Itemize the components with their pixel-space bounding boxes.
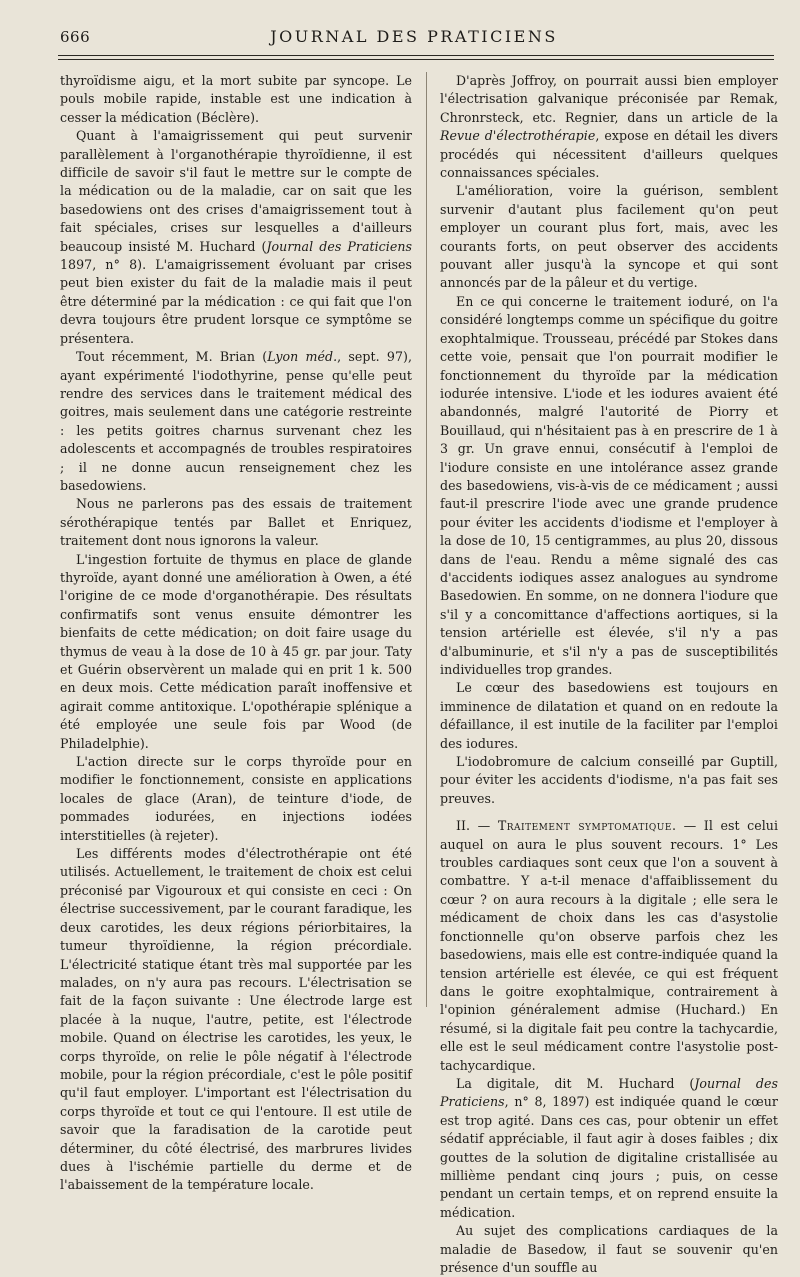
paragraph: thyroïdisme aigu, et la mort subite par syncope. Le pouls mobile rapide, instable est une indication à cesser la médication (Béclère).: [60, 73, 412, 125]
paragraph: Les différents modes d'électrothérapie ont été utilisés. Actuellement, le traitement de choix est celui préconisé par Vigouroux et qui consiste en ceci : On électrise successivement, par le courant faradique, les deux carotides, les deux régions périorbitaires, la tumeur thyroïdienne, la région précordiale. L'électricité statique étant très mal supportée par les malades, on n'y aura pas recours. L'électrisation se fait de la façon suivante : Une électrode large est placée à la nuque, l'autre, petite, est l'électrode mobile. Quand on électrise les carotides, les yeux, le corps thyroïde, on relie le pôle négatif à l'électrode mobile, pour la région précordiale, c'est le pôle positif qu'il faut employer. L'important est l'électrisation du corps thyroïde et tout ce qui l'entoure. Il est utile de savoir que la faradisation de la carotide peut déterminer, du côté électrisé, des marbrures livides dues à l'ischémie partielle du derme et de l'abaissement de la température locale.: [60, 846, 412, 1193]
paragraph: L'amélioration, voire la guérison, semblent survenir d'autant plus facilement qu'on peut employer un courant plus fort, mais, avec les courants forts, on peut observer des accidents pouvant aller jusqu'à la syncope et qui sont annoncés par de la pâleur et du vertige.: [440, 183, 778, 291]
paragraph: Le cœur des basedowiens est toujours en imminence de dilatation et quand on en redoute la défaillance, il est inutile de la faciliter par l'emploi des iodures.: [440, 680, 778, 751]
citation: Lyon méd.: [267, 349, 338, 365]
paragraph: D'après Joffroy, on pourrait aussi bien employer l'électrisation galvanique préconisée par Remak, Chronrsteck, etc. Regnier, dans un article de la Revue d'électrothérapie, expose en détail les divers procédés qui nécessitent d'ailleurs quelques connaissances spéciales.: [440, 73, 778, 181]
page-header: [58, 24, 770, 48]
citation: Revue d'électrothérapie: [440, 128, 596, 144]
paragraph: La digitale, dit M. Huchard (Journal des Praticiens, n° 8, 1897) est indiquée quand le cœur est trop agité. Dans ces cas, pour obtenir un effet sédatif appréciable, il faut agir à doses faibles ; dix gouttes de la solution de digitaline cristallisée au millième pendant cinq jours ; puis, on cesse pendant un certain temps, et on reprend ensuite la médication.: [440, 1075, 778, 1220]
page-number: 666: [60, 28, 91, 46]
section-paragraph: II. — Traitement symptomatique. — Il est celui auquel on aura le plus souvent recours. 1° Les troubles cardiaques sont ceux que l'on a souvent à combattre. Y a-t-il menace d'affaiblissement du cœur ? on aura recours à la digitale ; elle sera le médicament de choix dans les cas d'asystolie fonctionnelle qu'on observe parfois chez les basedowiens, mais elle est contre-indiquée quand la tension artérielle est élevée, ce qui est fréquent dans le goitre exophtalmique, contrairement à l'opinion généralement admise (Huchard.) En résumé, si la digitale fait peu contre la tachycardie, elle est le seul médicament contre l'asystolie post-tachycardique.: [440, 818, 779, 1073]
running-title: JOURNAL DES PRATICIENS: [270, 27, 558, 46]
paragraph: Tout récemment, M. Brian (Lyon méd., sept. 97), ayant expérimenté l'iodothyrine, pense qu'elle peut rendre des services dans le traitement médical des goitres, mais seulement dans une catégorie restreinte : les petits goitres charnus survenant chez les adolescents et accompagnés de troubles respiratoires ; il ne donne aucun renseignement chez les basedowiens.: [60, 349, 412, 493]
paragraph: Au sujet des complications cardiaques de la maladie de Basedow, il faut se souvenir qu'en présence d'un souffle au: [440, 1223, 778, 1275]
left-column: [60, 72, 412, 1193]
paragraph: En ce qui concerne le traitement ioduré, on l'a considéré longtemps comme un spécifique du goitre exophtalmique. Trousseau, précédé par Stokes dans cette voie, pensait que l'on pourrait modifier le fonctionnement du thyroïde par la médication iodurée intensive. L'iode et les iodures avaient été abandonnés, malgré l'autorité de Piorry et Bouillaud, qui n'hésitaient pas à en prescrire de 1 à 3 gr. Un grave ennui, consécutif à l'emploi de l'iodure consiste en une intolérance assez grande des basedowiens, vis-à-vis de ce médicament ; aussi faut-il prescrire l'iode avec une grande prudence pour éviter les accidents d'iodisme et l'employer à la dose de 10, 15 centigrammes, au plus 20, dissous dans de l'eau. Rendu a même signalé des cas d'accidents iodiques assez analogues au syndrome Basedowien. En somme, on ne donnera l'iodure que s'il y a concomittance d'affections aortiques, si la tension artérielle est élevée, s'il n'y a pas d'albuminurie, et s'il n'y a pas de susceptibilités individuelles trop grandes.: [440, 293, 778, 677]
right-column: [440, 72, 779, 1275]
paragraph: L'action directe sur le corps thyroïde pour en modifier le fonctionnement, consiste en applications locales de glace (Aran), de teinture d'iode, de pommades iodurées, en injections iodées interstitielles (à rejeter).: [60, 754, 412, 843]
header-rule: [58, 55, 774, 56]
paragraph: L'iodobromure de calcium conseillé par Guptill, pour éviter les accidents d'iodisme, n'a pas fait ses preuves.: [440, 754, 778, 806]
column-divider: [426, 72, 427, 1007]
citation: Journal des Praticiens: [266, 238, 412, 254]
section-heading: Traitement symptomatique: [497, 818, 672, 834]
citation: Journal des Praticiens: [440, 1075, 778, 1110]
paragraph: Nous ne parlerons pas des essais de traitement sérothérapique tentés par Ballet et Enriquez, traitement dont nous ignorons la valeur.: [60, 496, 412, 549]
paragraph: Quant à l'amaigrissement qui peut survenir parallèlement à l'organothérapie thyroïdienne, il est difficile de savoir s'il faut le mettre sur le compte de la médication ou de la maladie, car on sait que les basedowiens ont des crises d'amaigrissement tout à fait spéciales, crises sur lesquelles a d'ailleurs beaucoup insisté M. Huchard (Journal des Praticiens 1897, n° 8). L'amaigrissement évoluant par crises peut bien exister du fait de la maladie mais il peut être déterminé par la médication : ce qui fait que l'on devra toujours être prudent lorsque ce symptôme se présentera.: [60, 128, 412, 346]
paragraph: L'ingestion fortuite de thymus en place de glande thyroïde, ayant donné une amélioration à Owen, a été l'origine de ce mode d'organothérapie. Des résultats confirmatifs sont venus ensuite démontrer les bienfaits de cette médication; on doit faire usage du thymus de veau à la dose de 10 à 45 gr. par jour. Taty et Guérin observèrent un malade qui en prit 1 k. 500 en deux mois. Cette médication paraît inoffensive et agirait comme antitoxique. L'opothérapie splénique a été employée une seule fois par Wood (de Philadelphie).: [60, 551, 412, 751]
header-rule-thin: [58, 59, 774, 60]
